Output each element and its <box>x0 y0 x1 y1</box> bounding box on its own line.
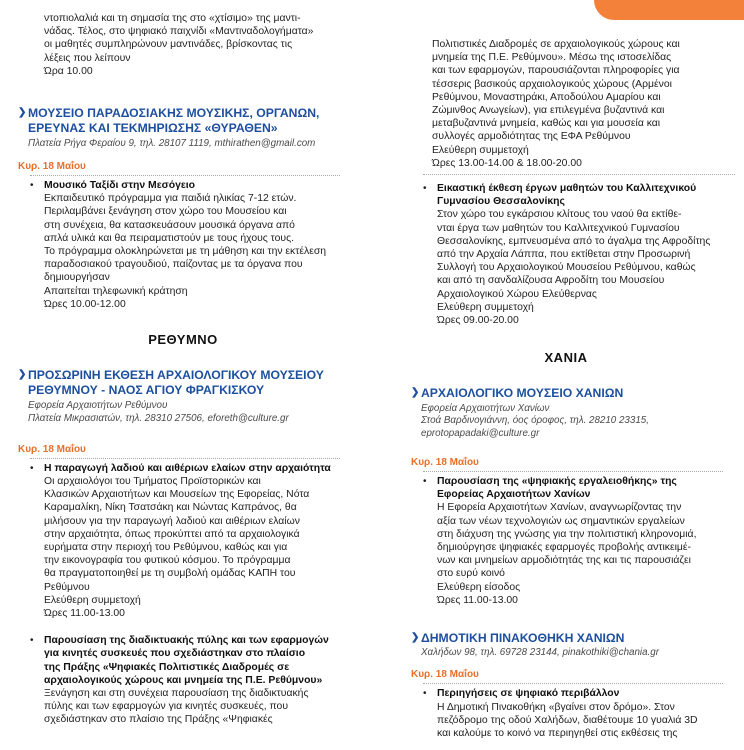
venue-address: Στοά Βαρδινογιάννη, όος όροφος, τηλ. 28210 23315, <box>421 415 649 427</box>
bullet-icon: • <box>423 183 427 194</box>
event-title: Περιηγήσεις σε ψηφιακό περιβάλλον <box>437 688 620 700</box>
event-item <box>411 182 741 327</box>
venue-title-line: ΠΡΟΣΩΡΙΝΗ ΕΚΘΕΣΗ ΑΡΧΑΙΟΛΟΓΙΚΟΥ ΜΟΥΣΕΙΟΥ <box>28 368 324 382</box>
text-line: Ώρα 10.00 <box>44 65 93 77</box>
chevron-right-icon: ❯ <box>411 387 420 398</box>
text-line: Πολιτιστικές Διαδρομές σε αρχαιολογικούς χώρους και <box>432 39 680 50</box>
text-line: αξία των νέων τεχνολογιών ως σημαντικών εργαλείων <box>437 515 685 527</box>
event-title-line: της Πράξης «Ψηφιακές Πολιτιστικές Διαδρομές σε <box>44 661 290 673</box>
event-title-line: Εφορείας Αρχαιοτήτων Χανίων <box>437 489 591 501</box>
divider <box>30 458 340 459</box>
continued-description <box>18 12 348 78</box>
venue-title-line: ΑΡΧΑΙΟΛΟΓΙΚΟ ΜΟΥΣΕΙΟ ΧΑΝΙΩΝ <box>421 386 624 400</box>
divider <box>423 471 723 472</box>
text-line: τέσσερις βασικούς αρχαιολογικούς χώρους (Αρμένοι <box>432 78 672 90</box>
event-title: Μουσικό Ταξίδι στην Μεσόγειο <box>44 179 196 191</box>
text-line: πεζόδρομο της οδού Χαλήδων, διαθέτουμε 10 γυαλιά 3D <box>437 714 698 726</box>
venue-title <box>411 386 741 401</box>
venue-email: eprotopapadaki@culture.gr <box>421 428 540 440</box>
text-line: πύλης και των εφαρμογών για κινητές συσκευές, που <box>44 701 289 713</box>
text-line: σχεδιάστηκαν στο πλαίσιο της Πράξης «Ψηφιακές <box>44 714 273 726</box>
text-line: νται έργα των μαθητών του Καλλιτεχνικού Γυμνασίου <box>437 222 680 234</box>
text-line: και των εφαρμογών, παρουσιάζονται πληροφορίες για <box>432 65 680 77</box>
text-line: από την Αρχαία Λάππα, που εκτίθεται στην Προσωρινή <box>437 249 691 261</box>
text-line: Ώρες 11.00-13.00 <box>44 608 125 620</box>
text-line: Το πρόγραμμα ολοκληρώνεται με τη μάθηση και την εκτέλεση <box>44 246 327 257</box>
event-item <box>411 475 741 607</box>
text-line: μνημεία της Π.Ε. Ρεθύμνου». Μέσω της ιστοσελίδας <box>432 52 672 64</box>
text-line: Απαιτείται τηλεφωνική κράτηση <box>44 285 188 297</box>
bullet-icon: • <box>30 179 34 191</box>
text-line: Ώρες 09.00-20.00 <box>437 315 519 327</box>
city-heading-chania: ΧΑΝΙΑ <box>544 350 588 365</box>
text-line: στο ευρύ κοινό <box>437 568 505 580</box>
text-line: οι μαθητές συμπληρώνουν μαντινάδες, βρίσκοντας τις <box>44 39 293 51</box>
venue-address: Πλατεία Ρήγα Φεραίου 9, τηλ. 28107 1119, mthirathen@gmail.com <box>28 138 316 150</box>
divider <box>423 174 735 175</box>
event-item <box>18 634 348 726</box>
venue-title-line: ΜΟΥΣΕΙΟ ΠΑΡΑΔΟΣΙΑΚΗΣ ΜΟΥΣΙΚΗΣ, ΟΡΓΑΝΩΝ, <box>28 106 320 120</box>
text-line: θα πραγματοποιηθεί με τη συμβολή ομάδας ΚΑΠΗ του <box>44 568 296 580</box>
text-line: παραδοσιακού τραγουδιού, παίζοντας με τα όργανα που <box>44 259 303 271</box>
text-line: μεταβυζαντινά μνημεία, καθώς και για μουσεία και <box>432 118 661 130</box>
text-line: Ξενάγηση και στη συνέχεια παρουσίαση της διαδικτυακής <box>44 688 309 700</box>
event-item <box>18 462 348 620</box>
divider <box>30 175 340 176</box>
venue-authority: Εφορεία Αρχαιοτήτων Χανίων <box>421 402 550 414</box>
event-date: Κυρ. 18 Μαΐου <box>18 160 86 172</box>
venue-title-line: ΡΕΘΥΜΝΟΥ - ΝΑΟΣ ΑΓΙΟΥ ΦΡΑΓΚΙΣΚΟΥ <box>28 382 265 397</box>
text-line: Κλασικών Αρχαιοτήτων και Μουσείων της Εφορείας, Νότα <box>44 489 310 501</box>
event-item <box>411 687 741 740</box>
event-title-line: Εικαστική έκθεση έργων μαθητών του Καλλιτεχνικού <box>437 183 697 194</box>
text-line: Η Δημοτική Πινακοθήκη «βγαίνει στον δρόμο». Στον <box>437 701 675 713</box>
venue-rethymno-museum <box>18 368 348 727</box>
text-line: Θεσσαλονίκης, εμπνευσμένα από το άγαλμα της Αφροδίτης <box>437 235 711 247</box>
text-line: Στον χώρο του εγκάρσιου κλίτους του ναού θα εκτίθε- <box>437 209 682 221</box>
text-line: Εκπαιδευτικό πρόγραμμα για παιδιά ηλικίας 7-12 ετών. <box>44 193 297 205</box>
text-line: Ελεύθερη συμμετοχή <box>437 301 534 313</box>
text-line: απλά υλικά και θα πειραματιστούν με τους ήχους τους. <box>44 232 294 244</box>
text-line: συλλογές αρμοδιότητας της ΕΦΑ Ρεθύμνου <box>432 131 631 143</box>
venue-thyrathen <box>18 106 348 311</box>
text-line: λέξεις που λείπουν <box>44 52 131 64</box>
text-line: μιλήσουν για την παραγωγή λαδιού και αιθέριων ελαίων <box>44 515 300 527</box>
chevron-right-icon: ❯ <box>411 632 420 643</box>
event-title-line: Γυμνασίου Θεσσαλονίκης <box>437 196 565 208</box>
text-line: Συλλογή του Αρχαιολογικού Μουσείου Ρεθύμνου, καθώς <box>437 262 696 274</box>
venue-chania-museum <box>411 386 741 607</box>
event-date: Κυρ. 18 Μαΐου <box>18 443 86 455</box>
text-line: στην αρχαιότητα, όπως προκύπτει από τα αρχαιολογικά <box>44 528 300 540</box>
bullet-icon: • <box>423 688 427 700</box>
text-line: Περιλαμβάνει ξενάγηση στον χώρο του Μουσείου και <box>44 206 287 218</box>
continued-description <box>432 38 744 170</box>
text-line: δημιούργησε ψηφιακές εφαρμογές προβολής αντικειμέ- <box>437 542 691 553</box>
venue-title <box>18 368 348 397</box>
text-line: Ώρες 13.00-14.00 & 18.00-20.00 <box>432 157 582 169</box>
text-line: Η Εφορεία Αρχαιοτήτων Χανίων, αναγνωρίζοντας την <box>437 502 682 514</box>
text-line: νάδας. Τέλος, στο ψηφιακό παιχνίδι «Μαντιναδολογήματα» <box>44 26 314 38</box>
event-title-line: Παρουσίαση της διαδικτυακής πύλης και των εφαρμογών <box>44 635 329 647</box>
venue-authority: Εφορεία Αρχαιοτήτων Ρεθύμνου <box>28 400 168 412</box>
text-line: Ελεύθερη είσοδος <box>437 581 521 593</box>
text-line: Ζώμινθος Ανωγείων), για επιλεγμένα βυζαντινά και <box>432 105 665 117</box>
text-line: Αρχαιολογικού Χώρου Ελεύθερνας <box>437 288 597 300</box>
chevron-right-icon: ❯ <box>18 369 27 380</box>
text-line: Ελεύθερη συμμετοχή <box>432 144 529 156</box>
text-line: Ρεθύμνου <box>44 581 90 593</box>
text-line: την εικονογραφία του φυτικού κόσμου. Το πρόγραμμα <box>44 555 291 567</box>
event-title-line: για κινητές συσκευές που σχεδιάστηκαν στο πλαίσιο <box>44 648 306 660</box>
text-line: στη συνέχεια, θα κατασκευάσουν μουσικά όργανα από <box>44 219 295 231</box>
event-item <box>18 179 348 311</box>
event-date: Κυρ. 18 Μαΐου <box>411 669 479 681</box>
orange-corner-tab <box>594 0 744 20</box>
venue-address: Πλατεία Μικρασιατών, τηλ. 28310 27506, eforeth@culture.gr <box>28 412 289 424</box>
text-line: Ώρες 11.00-13.00 <box>437 594 518 606</box>
chevron-right-icon: ❯ <box>18 107 27 118</box>
event-date: Κυρ. 18 Μαΐου <box>411 456 479 468</box>
divider <box>423 683 723 684</box>
bullet-icon: • <box>423 475 427 487</box>
text-line: Ρεθύμνου, Μοναστηράκι, Αποδούλου Αμαρίου και <box>432 91 661 103</box>
text-line: Ελεύθερη συμμετοχή <box>44 594 141 606</box>
event-title: Η παραγωγή λαδιού και αιθέριων ελαίων στην αρχαιότητα <box>44 462 331 474</box>
city-heading-rethymno: ΡΕΘΥΜΝΟ <box>148 332 218 347</box>
bullet-icon: • <box>30 635 34 647</box>
event-title-line: Παρουσίαση της «ψηφιακής εργαλειοθήκης» της <box>437 475 677 487</box>
venue-chania-gallery <box>411 631 741 740</box>
text-line: Οι αρχαιολόγοι του Τμήματος Προϊστορικών και <box>44 475 261 487</box>
text-line: και από τη σανδαλίζουσα Αφροδίτη του Μουσείου <box>437 275 665 287</box>
venue-address: Χαλήδων 98, τηλ. 69728 23144, pinakothiki@chania.gr <box>421 646 659 658</box>
venue-title-line: ΔΗΜΟΤΙΚΗ ΠΙΝΑΚΟΘΗΚΗ ΧΑΝΙΩΝ <box>421 631 625 645</box>
text-line: ευρήματα στην περιοχή του Ρεθύμνου, καθώς και για <box>44 542 288 553</box>
bullet-icon: • <box>30 462 34 474</box>
venue-title <box>18 106 348 135</box>
text-line: νων και μνημείων αρμοδιότητάς της και τις παρουσιάζει <box>437 555 691 567</box>
venue-title-line: ΕΡΕΥΝΑΣ ΚΑΙ ΤΕΚΜΗΡΙΩΣΗΣ «ΘΥΡΑΘΕΝ» <box>28 120 278 135</box>
text-line: Καραμαλίκη, Νίκη Τσατσάκη και Νώντας Καπράνος, θα <box>44 502 297 514</box>
event-title-line: αρχαιολογικούς χώρους και μνημεία της Π.Ε. Ρεθύμνου» <box>44 674 323 686</box>
text-line: ντοπιολαλιά και τη σημασία της στο «χτίσιμο» της μαντι- <box>44 13 301 24</box>
text-line: στη διάχυση της γνώσης για την πολιτιστική κληρονομιά, <box>437 528 697 540</box>
venue-title <box>411 631 741 646</box>
text-line: και καλούμε το κοινό να περιηγηθεί στις εκθέσεις της <box>437 728 678 739</box>
text-line: Ώρες 10.00-12.00 <box>44 298 126 310</box>
text-line: δημιουργήσαν <box>44 272 110 284</box>
